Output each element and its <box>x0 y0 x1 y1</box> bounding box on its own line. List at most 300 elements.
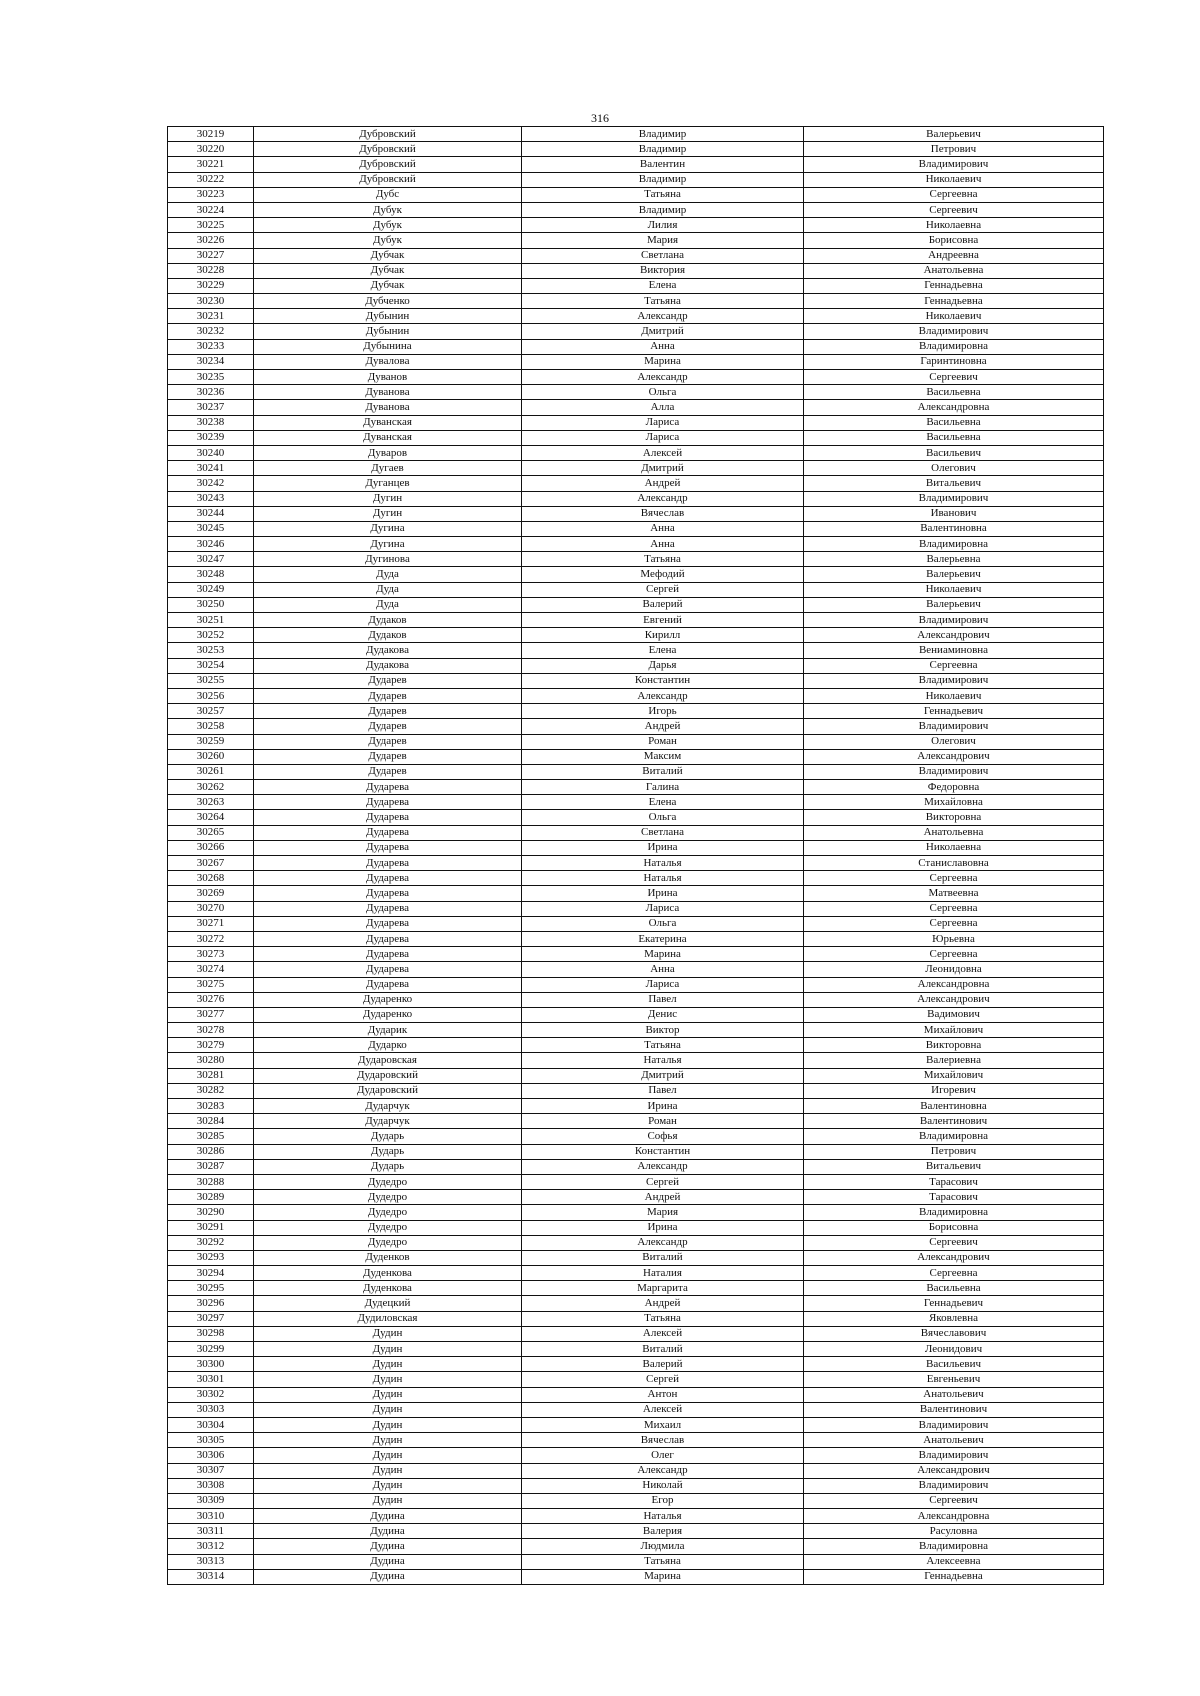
cell-first-name: Алексей <box>522 445 804 460</box>
cell-patronymic: Витальевич <box>804 1159 1104 1174</box>
cell-patronymic: Вячеславович <box>804 1326 1104 1341</box>
cell-record-number: 30287 <box>168 1159 254 1174</box>
cell-surname: Дубынин <box>254 309 522 324</box>
table-row <box>168 749 1104 764</box>
cell-first-name: Мария <box>522 233 804 248</box>
cell-record-number: 30260 <box>168 749 254 764</box>
cell-first-name: Лариса <box>522 415 804 430</box>
cell-first-name: Светлана <box>522 248 804 263</box>
cell-patronymic: Витальевич <box>804 476 1104 491</box>
cell-record-number: 30242 <box>168 476 254 491</box>
cell-record-number: 30269 <box>168 886 254 901</box>
cell-first-name: Константин <box>522 673 804 688</box>
cell-patronymic: Николаевна <box>804 218 1104 233</box>
cell-surname: Дударев <box>254 749 522 764</box>
cell-surname: Дударева <box>254 780 522 795</box>
cell-patronymic: Александрович <box>804 1250 1104 1265</box>
cell-first-name: Дмитрий <box>522 461 804 476</box>
cell-patronymic: Яковлевна <box>804 1311 1104 1326</box>
cell-patronymic: Сергеевна <box>804 947 1104 962</box>
cell-record-number: 30280 <box>168 1053 254 1068</box>
cell-first-name: Виталий <box>522 1250 804 1265</box>
cell-surname: Дуда <box>254 582 522 597</box>
cell-record-number: 30223 <box>168 187 254 202</box>
cell-patronymic: Васильевич <box>804 445 1104 460</box>
table-row <box>168 1554 1104 1569</box>
cell-patronymic: Леонидович <box>804 1342 1104 1357</box>
cell-first-name: Наталья <box>522 856 804 871</box>
cell-first-name: Александр <box>522 491 804 506</box>
cell-record-number: 30292 <box>168 1235 254 1250</box>
cell-record-number: 30245 <box>168 521 254 536</box>
cell-patronymic: Сергеевна <box>804 916 1104 931</box>
cell-patronymic: Анатольевна <box>804 263 1104 278</box>
cell-patronymic: Сергеевна <box>804 901 1104 916</box>
cell-record-number: 30257 <box>168 704 254 719</box>
cell-patronymic: Сергеевна <box>804 187 1104 202</box>
table-row <box>168 521 1104 536</box>
table-row <box>168 1083 1104 1098</box>
cell-surname: Дударева <box>254 962 522 977</box>
cell-first-name: Роман <box>522 1114 804 1129</box>
cell-surname: Дударев <box>254 673 522 688</box>
table-row <box>168 218 1104 233</box>
cell-first-name: Лариса <box>522 901 804 916</box>
cell-record-number: 30233 <box>168 339 254 354</box>
cell-first-name: Татьяна <box>522 1038 804 1053</box>
cell-record-number: 30288 <box>168 1174 254 1189</box>
cell-patronymic: Викторовна <box>804 810 1104 825</box>
table-row <box>168 597 1104 612</box>
cell-patronymic: Михайлович <box>804 1068 1104 1083</box>
cell-surname: Дугин <box>254 506 522 521</box>
cell-patronymic: Владимировна <box>804 1539 1104 1554</box>
table-row <box>168 1402 1104 1417</box>
table-row <box>168 1144 1104 1159</box>
cell-surname: Дубровский <box>254 172 522 187</box>
table-row <box>168 947 1104 962</box>
cell-record-number: 30281 <box>168 1068 254 1083</box>
cell-first-name: Татьяна <box>522 187 804 202</box>
cell-patronymic: Петрович <box>804 1144 1104 1159</box>
cell-record-number: 30246 <box>168 537 254 552</box>
cell-first-name: Алла <box>522 400 804 415</box>
cell-first-name: Ирина <box>522 840 804 855</box>
cell-patronymic: Валентинович <box>804 1402 1104 1417</box>
cell-record-number: 30312 <box>168 1539 254 1554</box>
cell-patronymic: Николаевич <box>804 688 1104 703</box>
cell-record-number: 30225 <box>168 218 254 233</box>
cell-surname: Дуда <box>254 597 522 612</box>
cell-surname: Дубровский <box>254 157 522 172</box>
cell-first-name: Галина <box>522 780 804 795</box>
cell-record-number: 30283 <box>168 1099 254 1114</box>
table-row <box>168 537 1104 552</box>
cell-first-name: Анна <box>522 537 804 552</box>
cell-first-name: Лариса <box>522 977 804 992</box>
cell-record-number: 30227 <box>168 248 254 263</box>
cell-first-name: Евгений <box>522 613 804 628</box>
cell-first-name: Валерия <box>522 1524 804 1539</box>
cell-patronymic: Валерьевич <box>804 127 1104 142</box>
table-row <box>168 263 1104 278</box>
table-row <box>168 142 1104 157</box>
cell-surname: Дугина <box>254 521 522 536</box>
cell-first-name: Владимир <box>522 202 804 217</box>
cell-first-name: Дмитрий <box>522 324 804 339</box>
cell-record-number: 30220 <box>168 142 254 157</box>
cell-record-number: 30244 <box>168 506 254 521</box>
cell-patronymic: Тарасович <box>804 1190 1104 1205</box>
cell-first-name: Ирина <box>522 1220 804 1235</box>
cell-first-name: Вячеслав <box>522 506 804 521</box>
table-row <box>168 1190 1104 1205</box>
cell-surname: Дубук <box>254 218 522 233</box>
table-row <box>168 1235 1104 1250</box>
cell-patronymic: Владимировна <box>804 537 1104 552</box>
cell-record-number: 30284 <box>168 1114 254 1129</box>
cell-record-number: 30279 <box>168 1038 254 1053</box>
cell-record-number: 30247 <box>168 552 254 567</box>
cell-surname: Дуденкова <box>254 1281 522 1296</box>
cell-patronymic: Сергеевич <box>804 370 1104 385</box>
table-row <box>168 1205 1104 1220</box>
cell-surname: Дугинова <box>254 552 522 567</box>
cell-record-number: 30289 <box>168 1190 254 1205</box>
cell-record-number: 30268 <box>168 871 254 886</box>
table-row <box>168 1357 1104 1372</box>
cell-patronymic: Васильевна <box>804 385 1104 400</box>
cell-surname: Дудин <box>254 1387 522 1402</box>
cell-record-number: 30302 <box>168 1387 254 1402</box>
cell-surname: Дуденков <box>254 1250 522 1265</box>
table-row <box>168 506 1104 521</box>
table-row <box>168 1478 1104 1493</box>
cell-first-name: Александр <box>522 1235 804 1250</box>
cell-first-name: Константин <box>522 1144 804 1159</box>
cell-record-number: 30256 <box>168 688 254 703</box>
cell-surname: Дударева <box>254 901 522 916</box>
cell-record-number: 30297 <box>168 1311 254 1326</box>
table-row <box>168 977 1104 992</box>
cell-first-name: Марина <box>522 947 804 962</box>
cell-record-number: 30243 <box>168 491 254 506</box>
cell-record-number: 30265 <box>168 825 254 840</box>
cell-surname: Дудедро <box>254 1190 522 1205</box>
cell-record-number: 30250 <box>168 597 254 612</box>
cell-record-number: 30240 <box>168 445 254 460</box>
cell-record-number: 30261 <box>168 764 254 779</box>
table-row <box>168 901 1104 916</box>
table-row <box>168 643 1104 658</box>
table-row <box>168 795 1104 810</box>
cell-surname: Дубс <box>254 187 522 202</box>
cell-first-name: Светлана <box>522 825 804 840</box>
cell-record-number: 30249 <box>168 582 254 597</box>
cell-patronymic: Владимирович <box>804 157 1104 172</box>
cell-record-number: 30221 <box>168 157 254 172</box>
cell-patronymic: Анатольевна <box>804 825 1104 840</box>
cell-surname: Дуванова <box>254 400 522 415</box>
cell-surname: Дудин <box>254 1448 522 1463</box>
cell-patronymic: Валентиновна <box>804 1099 1104 1114</box>
cell-record-number: 30301 <box>168 1372 254 1387</box>
cell-patronymic: Викторовна <box>804 1038 1104 1053</box>
cell-patronymic: Леонидовна <box>804 962 1104 977</box>
cell-record-number: 30229 <box>168 278 254 293</box>
cell-patronymic: Анатольевич <box>804 1387 1104 1402</box>
cell-patronymic: Васильевна <box>804 415 1104 430</box>
cell-record-number: 30273 <box>168 947 254 962</box>
cell-record-number: 30278 <box>168 1023 254 1038</box>
cell-first-name: Марина <box>522 1569 804 1584</box>
cell-patronymic: Иванович <box>804 506 1104 521</box>
cell-patronymic: Владимирович <box>804 324 1104 339</box>
cell-patronymic: Сергеевич <box>804 1493 1104 1508</box>
cell-record-number: 30239 <box>168 430 254 445</box>
cell-first-name: Игорь <box>522 704 804 719</box>
cell-patronymic: Олегович <box>804 734 1104 749</box>
cell-record-number: 30255 <box>168 673 254 688</box>
cell-surname: Дударева <box>254 931 522 946</box>
cell-patronymic: Матвеевна <box>804 886 1104 901</box>
cell-first-name: Павел <box>522 1083 804 1098</box>
table-row <box>168 324 1104 339</box>
table-row <box>168 400 1104 415</box>
cell-first-name: Елена <box>522 278 804 293</box>
cell-surname: Дубченко <box>254 294 522 309</box>
table-row <box>168 339 1104 354</box>
cell-record-number: 30290 <box>168 1205 254 1220</box>
cell-patronymic: Александрович <box>804 1463 1104 1478</box>
cell-surname: Дубровский <box>254 142 522 157</box>
cell-first-name: Михаил <box>522 1417 804 1432</box>
cell-surname: Дуванская <box>254 415 522 430</box>
cell-record-number: 30295 <box>168 1281 254 1296</box>
cell-patronymic: Петрович <box>804 142 1104 157</box>
cell-first-name: Александр <box>522 1159 804 1174</box>
cell-surname: Дудин <box>254 1417 522 1432</box>
table-row <box>168 1281 1104 1296</box>
table-row <box>168 445 1104 460</box>
table-row <box>168 856 1104 871</box>
table-row <box>168 1326 1104 1341</box>
cell-first-name: Анна <box>522 962 804 977</box>
cell-surname: Дударовская <box>254 1053 522 1068</box>
cell-surname: Дударев <box>254 734 522 749</box>
cell-surname: Дудин <box>254 1478 522 1493</box>
cell-record-number: 30307 <box>168 1463 254 1478</box>
cell-record-number: 30286 <box>168 1144 254 1159</box>
cell-surname: Дудакова <box>254 643 522 658</box>
table-row <box>168 1053 1104 1068</box>
cell-surname: Дударева <box>254 810 522 825</box>
cell-patronymic: Васильевна <box>804 1281 1104 1296</box>
cell-patronymic: Александрович <box>804 628 1104 643</box>
table-row <box>168 127 1104 142</box>
cell-patronymic: Валерьевич <box>804 567 1104 582</box>
cell-record-number: 30291 <box>168 1220 254 1235</box>
table-row <box>168 1524 1104 1539</box>
cell-first-name: Павел <box>522 992 804 1007</box>
table-row <box>168 628 1104 643</box>
cell-first-name: Ирина <box>522 886 804 901</box>
cell-record-number: 30264 <box>168 810 254 825</box>
cell-record-number: 30248 <box>168 567 254 582</box>
table-row <box>168 1509 1104 1524</box>
table-row <box>168 1099 1104 1114</box>
cell-patronymic: Юрьевна <box>804 931 1104 946</box>
cell-record-number: 30228 <box>168 263 254 278</box>
table-row <box>168 1129 1104 1144</box>
cell-record-number: 30305 <box>168 1433 254 1448</box>
table-row <box>168 1296 1104 1311</box>
cell-first-name: Лариса <box>522 430 804 445</box>
cell-record-number: 30266 <box>168 840 254 855</box>
cell-patronymic: Расуловна <box>804 1524 1104 1539</box>
table-row <box>168 1114 1104 1129</box>
cell-surname: Дудин <box>254 1342 522 1357</box>
cell-surname: Дудина <box>254 1554 522 1569</box>
cell-patronymic: Владимировна <box>804 339 1104 354</box>
cell-first-name: Лилия <box>522 218 804 233</box>
cell-surname: Дуваров <box>254 445 522 460</box>
cell-surname: Дудецкий <box>254 1296 522 1311</box>
cell-surname: Дударев <box>254 764 522 779</box>
table-row <box>168 931 1104 946</box>
cell-surname: Дуда <box>254 567 522 582</box>
cell-surname: Дударева <box>254 871 522 886</box>
table-row <box>168 172 1104 187</box>
cell-first-name: Николай <box>522 1478 804 1493</box>
cell-patronymic: Сергеевич <box>804 1235 1104 1250</box>
cell-surname: Дуванова <box>254 385 522 400</box>
cell-patronymic: Николаевич <box>804 582 1104 597</box>
cell-patronymic: Васильевна <box>804 430 1104 445</box>
cell-patronymic: Владимирович <box>804 673 1104 688</box>
cell-patronymic: Андреевна <box>804 248 1104 263</box>
cell-surname: Дудина <box>254 1509 522 1524</box>
cell-first-name: Олег <box>522 1448 804 1463</box>
cell-first-name: Андрей <box>522 1296 804 1311</box>
cell-record-number: 30238 <box>168 415 254 430</box>
cell-patronymic: Михайлович <box>804 1023 1104 1038</box>
table-row <box>168 1569 1104 1584</box>
cell-record-number: 30293 <box>168 1250 254 1265</box>
table-row <box>168 886 1104 901</box>
cell-patronymic: Борисовна <box>804 233 1104 248</box>
cell-patronymic: Геннадьевна <box>804 294 1104 309</box>
cell-patronymic: Гаринтиновна <box>804 354 1104 369</box>
cell-surname: Дудин <box>254 1372 522 1387</box>
table-row <box>168 962 1104 977</box>
cell-surname: Дудедро <box>254 1174 522 1189</box>
cell-surname: Дудедро <box>254 1205 522 1220</box>
register-body <box>168 127 1104 1585</box>
cell-first-name: Марина <box>522 354 804 369</box>
cell-patronymic: Александровна <box>804 1509 1104 1524</box>
cell-surname: Дударь <box>254 1129 522 1144</box>
table-row <box>168 780 1104 795</box>
table-row <box>168 1342 1104 1357</box>
cell-patronymic: Владимировна <box>804 1205 1104 1220</box>
cell-surname: Дуганцев <box>254 476 522 491</box>
cell-surname: Дударчук <box>254 1099 522 1114</box>
cell-surname: Дудиловская <box>254 1311 522 1326</box>
cell-surname: Дудин <box>254 1493 522 1508</box>
cell-record-number: 30314 <box>168 1569 254 1584</box>
cell-record-number: 30310 <box>168 1509 254 1524</box>
cell-first-name: Владимир <box>522 127 804 142</box>
cell-first-name: Сергей <box>522 582 804 597</box>
cell-surname: Дударовский <box>254 1083 522 1098</box>
cell-first-name: Роман <box>522 734 804 749</box>
cell-record-number: 30224 <box>168 202 254 217</box>
cell-record-number: 30235 <box>168 370 254 385</box>
cell-first-name: Мария <box>522 1205 804 1220</box>
cell-surname: Дудаков <box>254 613 522 628</box>
cell-first-name: Валентин <box>522 157 804 172</box>
cell-patronymic: Владимирович <box>804 764 1104 779</box>
table-row <box>168 992 1104 1007</box>
cell-first-name: Антон <box>522 1387 804 1402</box>
cell-record-number: 30262 <box>168 780 254 795</box>
cell-surname: Дударик <box>254 1023 522 1038</box>
cell-record-number: 30236 <box>168 385 254 400</box>
cell-patronymic: Станиславовна <box>804 856 1104 871</box>
cell-surname: Дударчук <box>254 1114 522 1129</box>
cell-patronymic: Геннадьевич <box>804 1296 1104 1311</box>
cell-surname: Дубчак <box>254 248 522 263</box>
page-number: 316 <box>591 111 609 125</box>
table-row <box>168 415 1104 430</box>
table-row <box>168 1372 1104 1387</box>
cell-patronymic: Валентинович <box>804 1114 1104 1129</box>
cell-record-number: 30232 <box>168 324 254 339</box>
cell-first-name: Алексей <box>522 1326 804 1341</box>
table-row <box>168 1493 1104 1508</box>
table-row <box>168 1539 1104 1554</box>
cell-patronymic: Владимировна <box>804 1129 1104 1144</box>
table-row <box>168 1038 1104 1053</box>
cell-record-number: 30231 <box>168 309 254 324</box>
table-row <box>168 461 1104 476</box>
cell-record-number: 30263 <box>168 795 254 810</box>
table-row <box>168 719 1104 734</box>
cell-first-name: Владимир <box>522 172 804 187</box>
cell-first-name: Сергей <box>522 1372 804 1387</box>
cell-record-number: 30272 <box>168 931 254 946</box>
cell-surname: Дудаков <box>254 628 522 643</box>
table-row <box>168 248 1104 263</box>
cell-surname: Дударева <box>254 840 522 855</box>
cell-first-name: Мефодий <box>522 567 804 582</box>
cell-first-name: Наталья <box>522 1509 804 1524</box>
cell-surname: Дудина <box>254 1539 522 1554</box>
cell-first-name: Наталия <box>522 1266 804 1281</box>
cell-record-number: 30306 <box>168 1448 254 1463</box>
cell-patronymic: Олегович <box>804 461 1104 476</box>
cell-record-number: 30309 <box>168 1493 254 1508</box>
cell-surname: Дударенко <box>254 1007 522 1022</box>
table-row <box>168 1463 1104 1478</box>
cell-patronymic: Вениаминовна <box>804 643 1104 658</box>
cell-surname: Дудина <box>254 1569 522 1584</box>
table-row <box>168 1159 1104 1174</box>
cell-surname: Дударовский <box>254 1068 522 1083</box>
table-row <box>168 871 1104 886</box>
cell-first-name: Сергей <box>522 1174 804 1189</box>
